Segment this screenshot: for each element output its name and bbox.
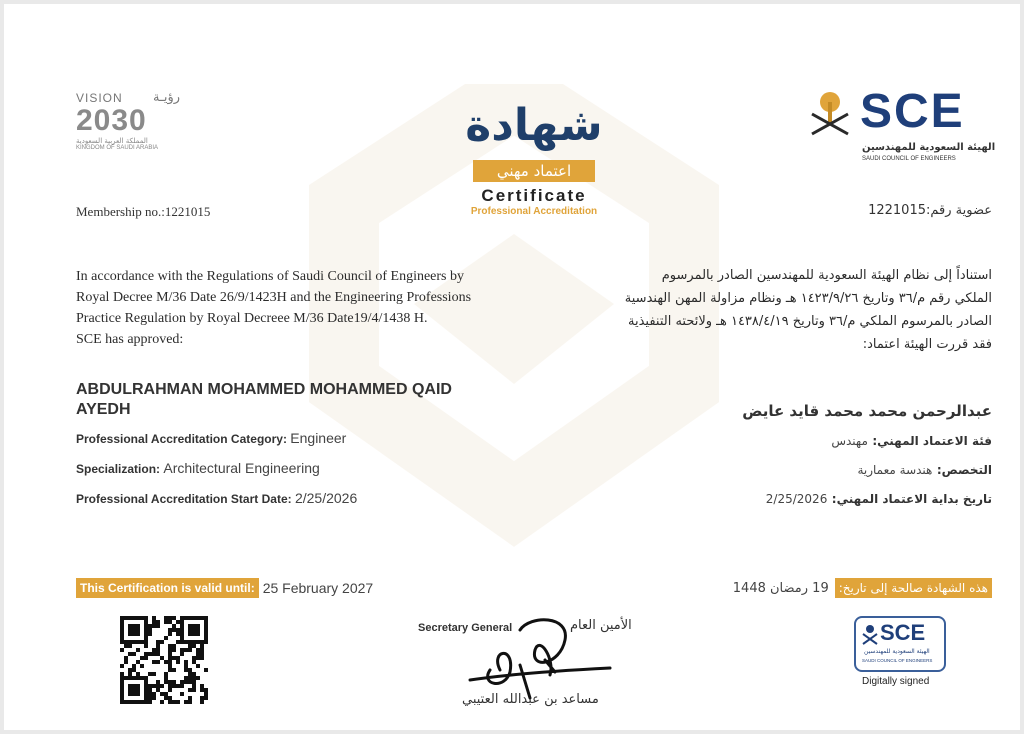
membership-label-ar: عضوية رقم: <box>926 203 992 218</box>
digitally-signed-label: Digitally signed <box>862 676 930 687</box>
field-value-ar: مهندس <box>831 434 868 448</box>
title-ribbon-ar: اعتماد مهني <box>473 160 595 182</box>
certificate <box>4 4 1020 730</box>
field-label: Specialization: <box>76 462 164 476</box>
field-value-ar: 2/25/2026 <box>765 492 828 506</box>
vision-sub-en: KINGDOM OF SAUDI ARABIA <box>76 145 159 151</box>
digital-stamp-ar: الهيئة السعودية للمهندسين <box>864 648 930 655</box>
vision-year: 2030 <box>76 104 147 137</box>
validity-ar <box>733 578 992 598</box>
sce-logo <box>808 86 998 166</box>
signature-title-en: Secretary General <box>418 622 513 634</box>
certificate-title-block <box>434 96 634 217</box>
digital-stamp-en: SAUDI COUNCIL OF ENGINEERS <box>862 658 933 663</box>
membership-en <box>76 204 210 220</box>
signature-title-ar: الأمين العام <box>570 618 632 633</box>
title-en: Certificate <box>481 186 587 205</box>
person-name-en <box>76 380 452 420</box>
field-label-ar: تاريخ بداية الاعتماد المهني: <box>831 492 992 506</box>
field-value: Engineer <box>290 430 347 446</box>
field-value-ar: هندسة معمارية <box>857 463 933 477</box>
intro-en <box>76 266 516 350</box>
field-category-ar <box>831 432 992 450</box>
validity-value-ar: 19 رمضان 1448 <box>732 580 829 596</box>
field-value: Architectural Engineering <box>163 460 320 476</box>
vision-label-en: VISION <box>76 90 123 105</box>
field-label: Professional Accreditation Start Date: <box>76 492 295 506</box>
field-label-ar: التخصص: <box>936 463 992 477</box>
field-specialization-en <box>76 460 320 478</box>
palm-swords-icon <box>808 90 852 140</box>
field-label: Professional Accreditation Category: <box>76 432 291 446</box>
title-ar: شهادة <box>465 100 603 151</box>
sce-name-ar: الهيئة السعودية للمهندسين <box>862 142 996 153</box>
name-en-line: ABDULRAHMAN MOHAMMED MOHAMMED QAID <box>76 381 452 398</box>
intro-ar <box>552 264 992 356</box>
sce-name-en: SAUDI COUNCIL OF ENGINEERS <box>862 156 956 162</box>
membership-ar <box>868 203 992 218</box>
qr-code-icon[interactable] <box>120 616 208 704</box>
membership-value-en: 1221015 <box>164 204 211 219</box>
digital-stamp-logo: SCE <box>880 620 926 645</box>
handwritten-signature <box>460 610 620 700</box>
validity-label-ar: هذه الشهادة صالحة إلى تاريخ: <box>835 578 992 598</box>
membership-value-ar: 1221015 <box>868 203 926 218</box>
signature-name-ar: مساعد بن عبدالله العتيبي <box>462 692 599 707</box>
person-name-ar: عبدالرحمن محمد محمد قايد عايض <box>742 402 992 420</box>
field-specialization-ar <box>857 461 992 479</box>
field-label-ar: فئة الاعتماد المهني: <box>872 434 992 448</box>
title-sub-en: Professional Accreditation <box>470 206 598 217</box>
validity-value-en: 25 February 2027 <box>262 580 374 596</box>
intro-ar-line: الصادر بالمرسوم الملكي م/٣٦ وتاريخ ١٤٣٨/٤/١٩ هـ ولائحته التنفيذية <box>627 314 992 329</box>
vision-sub-ar: المملكة العربية السعودية <box>76 137 148 145</box>
vision-label-ar: رؤيـة <box>153 90 180 105</box>
palm-swords-icon <box>862 624 878 646</box>
field-start-date-en <box>76 490 357 508</box>
sce-logo-text: SCE <box>860 85 965 138</box>
intro-ar-line: فقد قررت الهيئة اعتماد: <box>862 337 992 352</box>
intro-en-line: SCE has approved: <box>76 332 184 347</box>
intro-en-line: Royal Decree M/36 Date 26/9/1423H and the Engineering Professions <box>76 290 472 305</box>
intro-ar-line: استناداً إلى نظام الهيئة السعودية للمهندسين الصادر بالمرسوم <box>661 268 992 283</box>
field-category-en <box>76 430 346 448</box>
intro-ar-line: الملكي رقم م/٣٦ وتاريخ ١٤٢٣/٩/٢٦ هـ ونظام مزاولة المهن الهندسية <box>624 291 992 306</box>
validity-label-en: This Certification is valid until: <box>76 578 259 598</box>
field-value: 2/25/2026 <box>294 490 358 506</box>
field-start-date-ar <box>766 490 992 508</box>
vision-2030-logo <box>76 90 186 151</box>
intro-en-line: In accordance with the Regulations of Saudi Council of Engineers by <box>76 269 465 284</box>
digital-stamp <box>854 616 946 672</box>
membership-label-en: Membership no.: <box>76 204 165 219</box>
name-en-line: AYEDH <box>76 401 131 418</box>
intro-en-line: Practice Regulation by Royal Decreee M/36 Date19/4/1438 H. <box>76 311 428 326</box>
validity-en <box>76 578 373 598</box>
